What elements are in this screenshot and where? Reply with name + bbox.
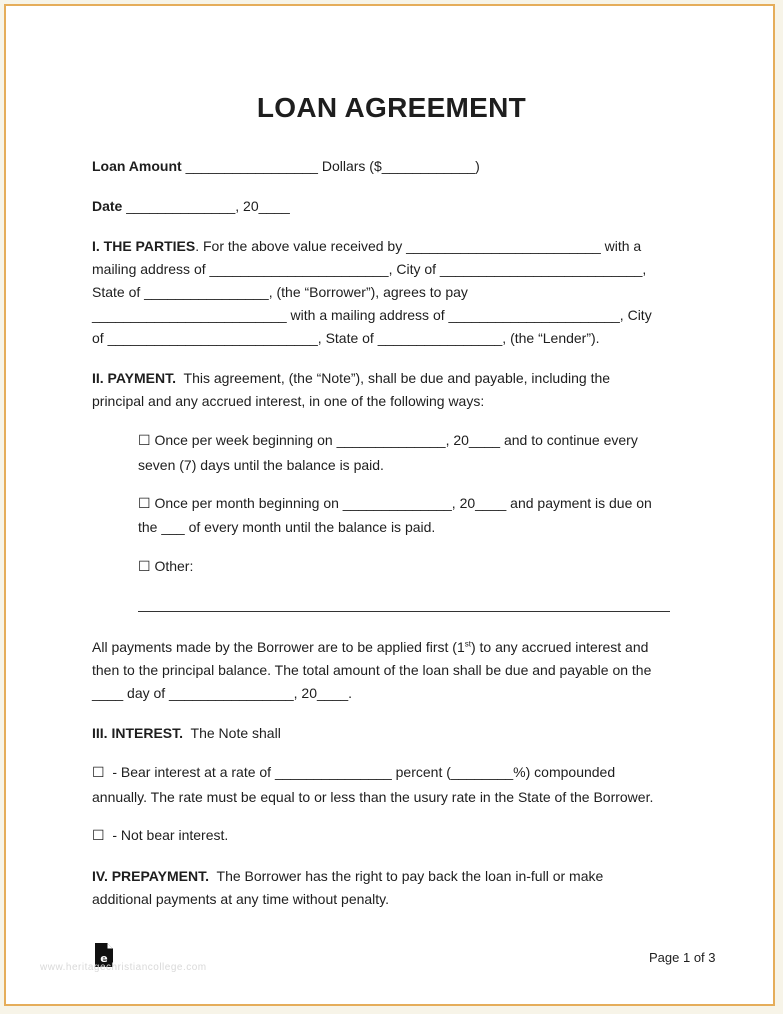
interest-line	[92, 724, 281, 742]
page-number: Page 1 of 3	[649, 950, 716, 965]
applied-line-3: ____ day of ________________, 20____.	[92, 685, 353, 701]
bear-interest-line-2: annually. The rate must be equal to or less than the usury rate in the State of the Borrower.	[92, 789, 654, 805]
loan-amount-text: _________________ Dollars ($____________)	[181, 158, 480, 174]
monthly-option-line-1[interactable]: ☐ Once per month beginning on ______________, 20____ and payment is due on	[138, 495, 652, 511]
loan-amount-label: Loan Amount	[92, 158, 182, 174]
applied-superscript: st	[464, 639, 471, 649]
other-option[interactable]: ☐ Other:	[138, 558, 194, 574]
date-text: ______________, 20____	[122, 198, 290, 214]
parties-text-1: . For the above value received by _________________________ with a	[195, 238, 642, 254]
other-option-blank-line	[138, 611, 670, 612]
interest-heading: III. INTEREST.	[92, 725, 184, 741]
loan-amount-line	[92, 157, 480, 175]
prepayment-heading: IV. PREPAYMENT.	[92, 868, 209, 884]
date-line	[92, 197, 290, 215]
watermark-text: www.heritagechristiancollege.com	[40, 962, 207, 973]
payment-text-1: This agreement, (the “Note”), shall be due and payable, including the	[176, 370, 611, 386]
applied-line-2: then to the principal balance. The total amount of the loan shall be due and payable on the	[92, 662, 652, 678]
prepayment-line-1	[92, 867, 603, 885]
applied-line-1	[92, 638, 648, 656]
applied-text-b: ) to any accrued interest and	[470, 639, 649, 655]
parties-heading: I. THE PARTIES	[92, 238, 196, 254]
parties-line-1	[92, 237, 641, 255]
parties-line-4: _________________________ with a mailing address of ______________________, City	[92, 307, 652, 323]
parties-line-2: mailing address of _______________________, City of __________________________,	[92, 261, 647, 277]
date-label: Date	[92, 198, 123, 214]
parties-line-5: of ___________________________, State of ________________, (the “Lender”).	[92, 330, 600, 346]
prepayment-text-1: The Borrower has the right to pay back the loan in-full or make	[208, 868, 604, 884]
interest-text: The Note shall	[183, 725, 281, 741]
parties-line-3: State of ________________, (the “Borrower”), agrees to pay	[92, 284, 468, 300]
document-title: LOAN AGREEMENT	[256, 92, 527, 123]
weekly-option-line-2: seven (7) days until the balance is paid.	[138, 457, 384, 473]
svg-text:e: e	[100, 952, 108, 965]
payment-line-1	[92, 369, 610, 387]
payment-line-2: principal and any accrued interest, in one of the following ways:	[92, 393, 485, 409]
weekly-option-line-1[interactable]: ☐ Once per week beginning on ______________, 20____ and to continue every	[138, 432, 638, 448]
bear-interest-line-1[interactable]: ☐ - Bear interest at a rate of _______________ percent (________%) compounded	[92, 764, 616, 780]
prepayment-line-2: additional payments at any time without penalty.	[92, 891, 390, 907]
payment-heading: II. PAYMENT.	[92, 370, 177, 386]
monthly-option-line-2: the ___ of every month until the balance is paid.	[138, 519, 436, 535]
not-bear-interest-option[interactable]: ☐ - Not bear interest.	[92, 827, 229, 843]
applied-text-a: All payments made by the Borrower are to be applied first (1	[92, 639, 465, 655]
